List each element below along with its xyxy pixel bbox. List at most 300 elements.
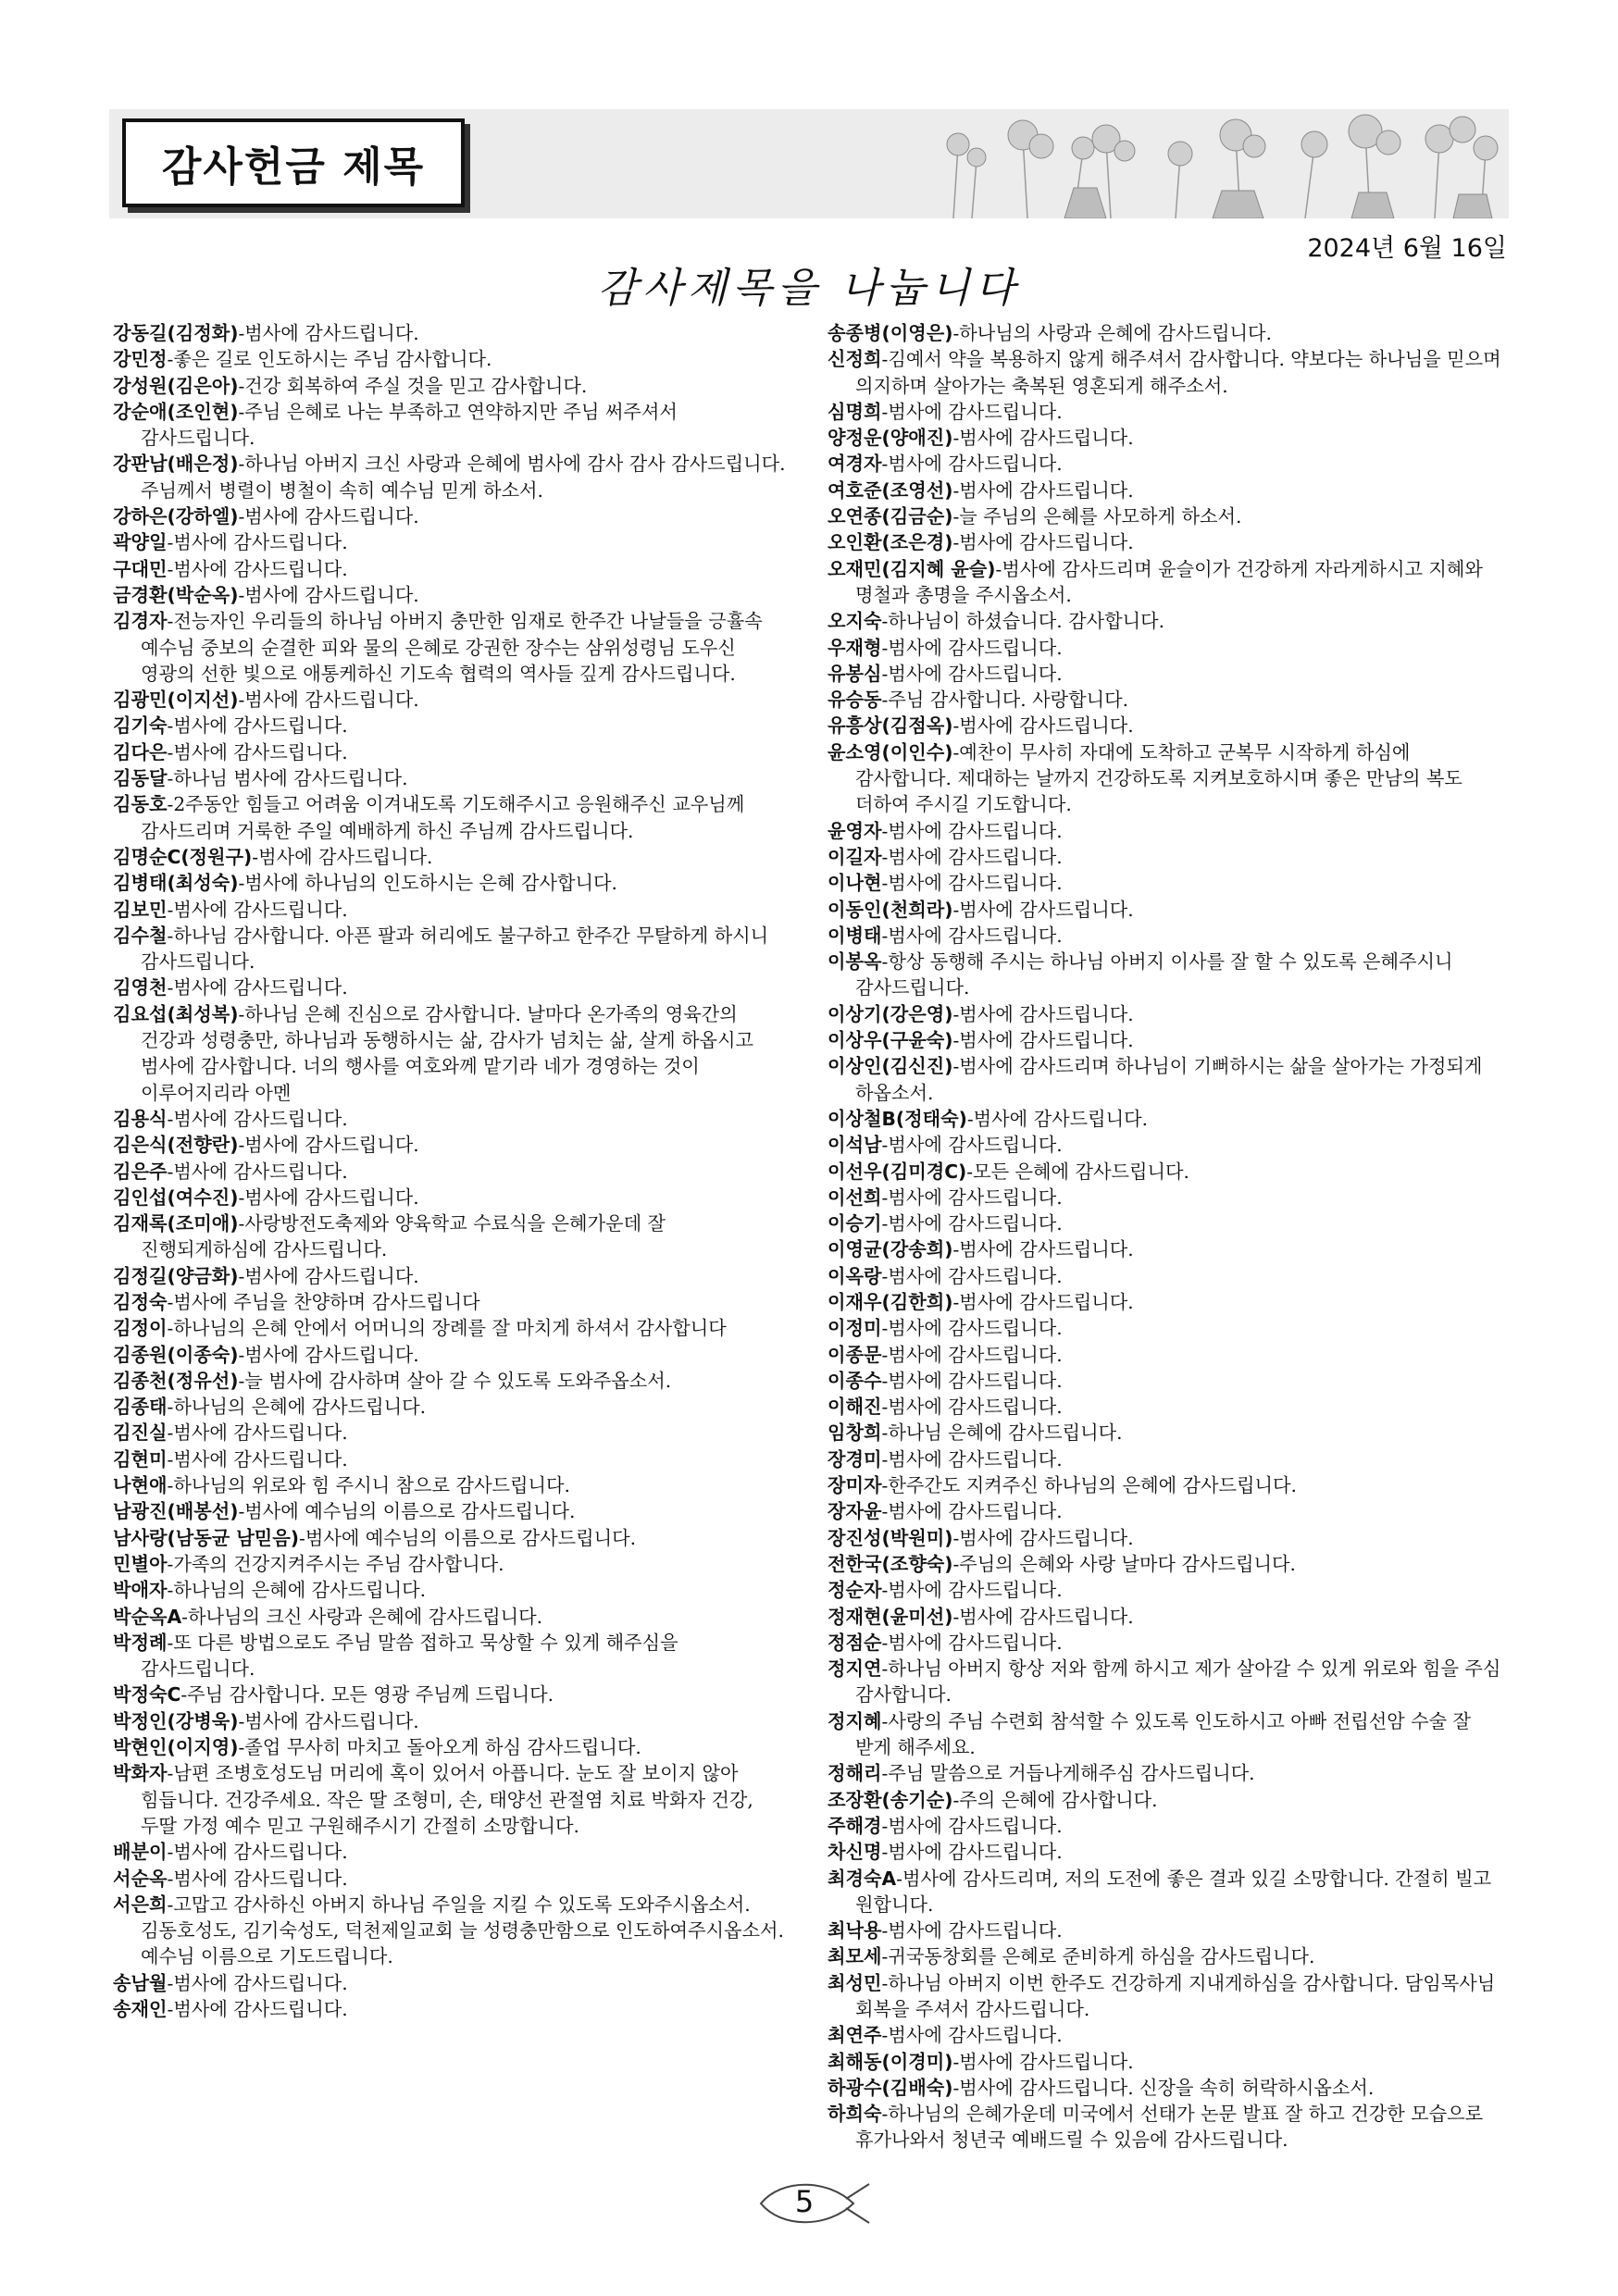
donor-name: 김광민(이지선) <box>113 689 239 712</box>
donor-name: 김정이 <box>113 1317 168 1340</box>
donor-name: 임창희 <box>828 1421 882 1445</box>
donor-name: 이재우(김한희) <box>828 1290 953 1313</box>
flower-illustration <box>935 109 1509 218</box>
thanks-text: -범사에 감사드립니다. <box>952 478 1134 502</box>
thanks-entry <box>828 844 1501 870</box>
thanks-entry <box>828 2075 1501 2101</box>
thanks-entry <box>113 713 789 738</box>
donor-name: 하희숙 <box>828 2103 882 2126</box>
thanks-entry <box>828 1970 1501 2023</box>
thanks-text: -범사에 감사드립니다. <box>881 1579 1063 1602</box>
donor-name: 곽양일 <box>113 531 168 554</box>
donor-name: 윤소영(이인수) <box>828 740 953 763</box>
thanks-text: -범사에 감사드립니다. <box>167 898 348 921</box>
thanks-text: -사랑방전도축제와 양육학교 수료식을 은혜가운데 잘 진행되게하심에 감사드립니다. <box>141 1212 666 1261</box>
donor-name: 정지연 <box>828 1657 882 1681</box>
thanks-entry <box>113 739 789 765</box>
donor-name: 김동달 <box>113 767 168 790</box>
thanks-entry <box>113 791 789 844</box>
donor-name: 김명순C(정원구) <box>113 845 253 868</box>
thanks-entry <box>828 1289 1501 1315</box>
thanks-entry <box>113 608 789 687</box>
thanks-entry <box>828 1210 1501 1236</box>
thanks-text: -범사에 감사드립니다. <box>966 1107 1149 1130</box>
thanks-entry <box>828 687 1501 713</box>
thanks-entry <box>828 1917 1501 1943</box>
donor-name: 이상우(구윤숙) <box>828 1029 953 1052</box>
thanks-entry <box>828 1943 1501 1969</box>
thanks-entry <box>113 529 789 555</box>
thanks-entry <box>828 1839 1501 1865</box>
thanks-text: -하나님의 위로와 힘 주시니 참으로 감사드립니다. <box>167 1474 570 1497</box>
donor-name: 김요섭(최성복) <box>113 1002 239 1025</box>
thanks-text: -범사에 감사드립니다. <box>167 1107 348 1130</box>
donor-name: 여호준(조영선) <box>828 478 953 502</box>
thanks-entry <box>113 1839 789 1865</box>
donor-name: 이종수 <box>828 1369 882 1392</box>
thanks-entry <box>113 503 789 529</box>
donor-name: 오연종(김금순) <box>828 505 953 528</box>
donor-name: 구대민 <box>113 557 168 580</box>
donor-name: 송종병(이영은) <box>828 322 953 344</box>
thanks-text: -범사에 감사드립니다. <box>952 1290 1134 1313</box>
thanks-text: -범사에 감사드립니다. <box>881 819 1063 842</box>
thanks-text: -하나님의 은혜가운데 미국에서 선태가 논문 발표 잘 하고 건강한 모습으로 휴가나와서 청년국 예배드릴 수 있음에 감사드립니다. <box>855 2103 1484 2152</box>
thanks-text: -하나님의 사랑과 은혜에 감사드립니다. <box>952 322 1272 344</box>
donor-name: 민별아 <box>113 1552 168 1575</box>
thanks-text: -범사에 주님을 찬양하며 감사드립니다 <box>167 1290 480 1313</box>
donor-name: 유흥상(김점옥) <box>828 714 953 738</box>
thanks-entry <box>828 1263 1501 1289</box>
page-number: 5 <box>794 2184 815 2219</box>
donor-name: 장경미 <box>828 1447 882 1471</box>
thanks-text: -범사에 감사드립니다. <box>881 1185 1063 1209</box>
thanks-text: -범사에 감사드립니다. <box>952 531 1134 554</box>
thanks-entry <box>828 320 1501 346</box>
thanks-entry <box>113 1394 789 1420</box>
thanks-text: -범사에 감사드립니다. <box>881 872 1063 895</box>
donor-name: 김은주 <box>113 1160 168 1183</box>
thanks-text: -주님 은혜로 나는 부족하고 연약하지만 주님 써주셔서 감사드립니다. <box>141 400 678 450</box>
donor-name: 김현미 <box>113 1447 168 1471</box>
donor-name: 여경자 <box>828 453 882 476</box>
donor-name: 이나현 <box>828 872 882 895</box>
thanks-entry <box>828 1708 1501 1761</box>
donor-name: 강성원(김은아) <box>113 374 239 397</box>
thanks-entry <box>828 1630 1501 1656</box>
thanks-entry <box>113 1420 789 1446</box>
thanks-entry <box>113 687 789 713</box>
thanks-text: -주님 감사합니다. 사랑합니다. <box>881 689 1129 712</box>
thanks-text: -가족의 건강지켜주시는 주님 감사합니다. <box>167 1552 504 1575</box>
thanks-text: -범사에 감사드립니다. <box>881 400 1063 423</box>
left-column <box>113 320 789 2022</box>
thanks-entry <box>113 1001 789 1106</box>
thanks-text: -범사에 감사드립니다. <box>167 1447 348 1471</box>
thanks-text: -범사에 감사드립니다. <box>167 1867 348 1890</box>
thanks-text: -범사에 감사드리며, 저의 도전에 좋은 결과 있길 소망합니다. 간절히 빌고 원합니다. <box>855 1867 1492 1916</box>
donor-name: 송재인 <box>113 1998 168 2020</box>
thanks-entry <box>828 2022 1501 2048</box>
thanks-text: -범사에 감사드립니다. <box>238 583 419 606</box>
donor-name: 서순옥 <box>113 1867 168 1890</box>
thanks-text: -또 다른 방법으로도 주님 말씀 접하고 묵상할 수 있게 해주심을 감사드립니다. <box>141 1631 678 1681</box>
thanks-text: -김예서 약을 복용하지 않게 해주셔서 감사합니다. 약보다는 하나님을 믿으며 의지하며 살아가는 축복된 영혼되게 해주소서. <box>855 348 1501 397</box>
thanks-entry <box>828 1472 1501 1498</box>
thanks-text: -귀국동창회를 은혜로 준비하게 하심을 감사드립니다. <box>881 1945 1315 1968</box>
thanks-entry <box>113 1996 789 2022</box>
donor-name: 신정희 <box>828 348 882 371</box>
thanks-text: -범사에 감사드립니다. <box>881 1369 1063 1392</box>
thanks-text: -범사에 감사드리며 윤슬이가 건강하게 자라게하시고 지혜와 명철과 총명을 주시옵소서. <box>855 557 1483 606</box>
thanks-text: -늘 주님의 은혜를 사모하게 하소서. <box>952 505 1242 528</box>
thanks-text: -예찬이 무사히 자대에 도착하고 군복무 시작하게 하심에 감사합니다. 제대하는 날까지 건강하도록 지켜보호하시며 좋은 만남의 복도 더하여 주시길 기도합니다. <box>855 740 1462 816</box>
thanks-text: -범사에 감사드립니다. <box>881 1317 1063 1340</box>
thanks-text: -범사에 감사드립니다. <box>238 689 419 712</box>
donor-name: 김경자 <box>113 610 168 633</box>
title-box <box>122 118 465 207</box>
thanks-entry <box>113 1185 789 1210</box>
thanks-text: -항상 동행해 주시는 하나님 아버지 이사를 잘 할 수 있도록 은혜주시니 감사드립니다. <box>855 950 1453 999</box>
thanks-text: -범사에 감사드립니다. <box>881 1500 1063 1523</box>
page-title: 감사헌금 제목 <box>161 143 426 191</box>
thanks-entry <box>113 1106 789 1132</box>
thanks-entry <box>113 1577 789 1603</box>
thanks-entry <box>828 1342 1501 1368</box>
thanks-entry <box>828 1866 1501 1918</box>
thanks-text: -범사에 감사드립니다. <box>952 1002 1134 1025</box>
thanks-text: -범사에 감사드립니다. <box>238 505 419 528</box>
donor-name: 오지숙 <box>828 610 882 633</box>
thanks-text: -범사에 감사드립니다. <box>881 1343 1063 1366</box>
thanks-entry <box>828 478 1501 503</box>
donor-name: 최모세 <box>828 1945 882 1968</box>
donor-name: 김용식 <box>113 1107 168 1130</box>
thanks-text: -범사에 감사드립니다. <box>881 453 1063 476</box>
donor-name: 금경환(박순옥) <box>113 583 239 606</box>
thanks-entry <box>113 897 789 923</box>
thanks-entry <box>113 1760 789 1839</box>
donor-name: 강순애(조인현) <box>113 400 239 423</box>
donor-name: 남광진(배봉선) <box>113 1500 239 1523</box>
thanks-entry <box>828 1236 1501 1262</box>
donor-name: 박정인(강병욱) <box>113 1709 239 1732</box>
thanks-text: -범사에 감사드립니다. <box>238 1264 419 1287</box>
thanks-text: -하나님 감사합니다. 아픈 팔과 허리에도 불구하고 한주간 무탈하게 하시니 감사드립니다. <box>141 924 769 974</box>
donor-name: 나현애 <box>113 1474 168 1497</box>
thanks-entry <box>828 608 1501 634</box>
thanks-entry <box>828 1053 1501 1106</box>
donor-name: 김정숙 <box>113 1290 168 1313</box>
donor-name: 이선우(김미경C) <box>828 1160 967 1183</box>
thanks-entry <box>828 635 1501 661</box>
donor-name: 이상철B(정태숙) <box>828 1107 967 1130</box>
donor-name: 배분이 <box>113 1841 168 1864</box>
thanks-entry <box>828 1577 1501 1603</box>
thanks-entry <box>113 399 789 452</box>
donor-name: 이상기(강은영) <box>828 1002 953 1025</box>
donor-name: 유승동 <box>828 689 882 712</box>
thanks-entry <box>113 1892 789 1970</box>
thanks-entry <box>828 739 1501 818</box>
thanks-entry <box>828 346 1501 399</box>
thanks-entry <box>113 1315 789 1341</box>
thanks-entry <box>113 974 789 1000</box>
donor-name: 이길자 <box>828 845 882 868</box>
thanks-text: -범사에 하나님의 인도하시는 은혜 감사합니다. <box>238 872 617 895</box>
donor-name: 김다은 <box>113 740 168 763</box>
thanks-text: -주님의 은혜와 사랑 날마다 감사드립니다. <box>952 1552 1296 1575</box>
thanks-text: -범사에 감사드립니다. <box>238 1134 419 1157</box>
thanks-text: -범사에 감사드립니다. <box>167 740 348 763</box>
thanks-text: -범사에 감사드립니다. <box>952 1605 1134 1628</box>
thanks-text: -범사에 감사드립니다. <box>952 1029 1134 1052</box>
thanks-entry <box>828 1027 1501 1053</box>
thanks-text: -하나님 아버지 크신 사랑과 은혜에 범사에 감사 감사 감사드립니다. 주님께서 병렬이 병철이 속히 예수님 믿게 하소서. <box>141 453 786 502</box>
thanks-entry <box>828 1813 1501 1839</box>
donor-name: 심명희 <box>828 400 882 423</box>
thanks-text: -하나님의 은혜에 감사드립니다. <box>167 1396 427 1419</box>
page-footer <box>753 2171 874 2236</box>
thanks-entry <box>113 1132 789 1158</box>
donor-name: 양정운(양애진) <box>828 427 953 450</box>
donor-name: 김동호 <box>113 793 168 816</box>
donor-name: 정점순 <box>828 1631 882 1654</box>
thanks-text: -범사에 감사드립니다. <box>881 1447 1063 1471</box>
thanks-text: -한주간도 지켜주신 하나님의 은혜에 감사드립니다. <box>881 1474 1297 1497</box>
thanks-text: -범사에 감사드립니다. <box>881 2024 1063 2047</box>
thanks-text: -하나님의 크신 사랑과 은혜에 감사드립니다. <box>181 1605 543 1628</box>
donor-name: 박화자 <box>113 1762 168 1785</box>
donor-name: 조장환(송기순) <box>828 1788 953 1811</box>
donor-name: 정지혜 <box>828 1709 882 1732</box>
donor-name: 이영균(강송희) <box>828 1238 953 1261</box>
thanks-text: -범사에 감사드립니다. <box>881 845 1063 868</box>
thanks-entry <box>113 1866 789 1892</box>
thanks-text: -범사에 감사드립니다. <box>952 427 1134 450</box>
donor-name: 이정미 <box>828 1317 882 1340</box>
thanks-text: -범사에 감사드립니다. <box>167 531 348 554</box>
donor-name: 이옥랑 <box>828 1264 882 1287</box>
thanks-text: -범사에 감사드립니다. <box>952 1238 1134 1261</box>
thanks-entry <box>828 1368 1501 1394</box>
thanks-text: -전능자인 우리들의 하나님 아버지 충만한 임재로 한주간 나날들을 긍휼속 예수님 중보의 순결한 피와 물의 은혜로 강권한 장수는 삼위성령님 도우신 영광의 선한 빛으로 애통케하신 기도속 협력의 역사들 깊게 감사드립니다. <box>141 610 763 685</box>
thanks-entry <box>828 1132 1501 1158</box>
thanks-entry <box>113 1682 789 1707</box>
thanks-entry <box>113 1472 789 1498</box>
thanks-entry <box>828 1394 1501 1420</box>
thanks-text: -범사에 감사드립니다. <box>238 1185 419 1209</box>
thanks-entry <box>113 1263 789 1289</box>
thanks-entry <box>828 1551 1501 1577</box>
thanks-entry <box>113 844 789 870</box>
donor-name: 김기숙 <box>113 714 168 738</box>
donor-name: 전한국(조향숙) <box>828 1552 953 1575</box>
thanks-entry <box>113 765 789 791</box>
thanks-text: -하나님 은혜에 감사드립니다. <box>881 1421 1123 1445</box>
donor-name: 이해진 <box>828 1396 882 1419</box>
thanks-text: -범사에 감사드립니다. <box>881 1841 1063 1864</box>
donor-name: 김병태(최성숙) <box>113 872 239 895</box>
donor-name: 정순자 <box>828 1579 882 1602</box>
thanks-entry <box>828 556 1501 609</box>
thanks-entry <box>828 1446 1501 1472</box>
thanks-entry <box>828 923 1501 949</box>
donor-name: 김은식(전향란) <box>113 1134 239 1157</box>
donor-name: 정재현(윤미선) <box>828 1605 953 1628</box>
donor-name: 차신명 <box>828 1841 882 1864</box>
thanks-entry <box>113 320 789 346</box>
thanks-entry <box>828 1760 1501 1786</box>
thanks-text: -주의 은혜에 감사합니다. <box>952 1788 1158 1811</box>
donor-name: 강민정 <box>113 348 168 371</box>
thanks-text: -2주동안 힘들고 어려움 이겨내도록 기도해주시고 응원해주신 교우님께 감사드리며 거룩한 주일 예배하게 하신 주님께 감사드립니다. <box>141 793 745 842</box>
donor-name: 최경숙A <box>828 1867 897 1890</box>
thanks-entry <box>828 1420 1501 1446</box>
donor-name: 박순옥A <box>113 1605 182 1628</box>
thanks-text: -하나님 아버지 이번 한주도 건강하게 지내게하심을 감사합니다. 담임목사님 회복을 주셔서 감사드립니다. <box>855 1971 1496 2020</box>
thanks-entry <box>828 1656 1501 1708</box>
donor-name: 김종원(이종숙) <box>113 1343 239 1366</box>
thanks-text: -범사에 감사드립니다. <box>881 924 1063 947</box>
thanks-entry <box>113 1970 789 1996</box>
header-banner <box>109 109 1509 218</box>
donor-name: 강하은(강하엘) <box>113 505 239 528</box>
thanks-entry <box>828 1787 1501 1813</box>
thanks-text: -모든 은혜에 감사드립니다. <box>966 1160 1189 1183</box>
donor-name: 강판남(배은정) <box>113 453 239 476</box>
thanks-entry <box>113 582 789 608</box>
thanks-entry <box>828 1001 1501 1027</box>
thanks-entry <box>113 1498 789 1524</box>
donor-name: 박정례 <box>113 1631 168 1654</box>
donor-name: 이상인(김신진) <box>828 1055 953 1078</box>
donor-name: 박애자 <box>113 1579 168 1602</box>
donor-name: 이종문 <box>828 1343 882 1366</box>
thanks-text: -하나님 은혜 진심으로 감사합니다. 날마다 온가족의 영육간의 건강과 성령충만, 하나님과 동행하시는 삶, 감사가 넘치는 삶, 살게 하옵시고 범사에 감사합니다. 너의 행사를 여호와께 맡기라 네가 경영하는 것이 이루어지리라 아멘 <box>141 1002 754 1104</box>
thanks-entry <box>828 2049 1501 2075</box>
donor-name: 최성민 <box>828 1971 882 1994</box>
thanks-text: -범사에 감사드립니다. <box>167 1421 348 1445</box>
donor-name: 송남월 <box>113 1971 168 1994</box>
donor-name: 이병태 <box>828 924 882 947</box>
thanks-text: -범사에 감사드립니다. <box>952 2050 1134 2073</box>
thanks-entry <box>828 1525 1501 1551</box>
donor-name: 윤영자 <box>828 819 882 842</box>
thanks-text: -늘 범사에 감사하며 살아 갈 수 있도록 도와주옵소서. <box>238 1369 672 1392</box>
thanks-text: -범사에 감사드립니다. <box>952 898 1134 921</box>
thanks-entry <box>113 1734 789 1760</box>
donor-name: 이석남 <box>828 1134 882 1157</box>
thanks-text: -하나님이 하셨습니다. 감사합니다. <box>881 610 1165 633</box>
right-column <box>828 320 1501 2153</box>
thanks-entry <box>113 870 789 896</box>
donor-name: 주해경 <box>828 1814 882 1837</box>
thanks-text: -하나님의 은혜 안에서 어머니의 장례를 잘 마치게 하셔서 감사합니다 <box>167 1317 727 1340</box>
donor-name: 박현인(이지영) <box>113 1736 239 1759</box>
thanks-entry <box>113 1551 789 1577</box>
thanks-text: -범사에 감사드립니다. <box>238 1343 419 1366</box>
thanks-entry <box>113 1210 789 1263</box>
thanks-text: -범사에 감사드립니다. <box>881 1134 1063 1157</box>
thanks-entry <box>828 1315 1501 1341</box>
thanks-text: -남편 조병호성도님 머리에 혹이 있어서 아픕니다. 눈도 잘 보이지 않아 힘듭니다. 건강주세요. 작은 딸 조형미, 손, 태양선 관절염 치료 박화자 건강, 두딸 가정 예수 믿고 구원해주시기 간절히 소망합니다. <box>141 1762 753 1837</box>
donor-name: 김재록(조미애) <box>113 1212 239 1235</box>
donor-name: 김보민 <box>113 898 168 921</box>
donor-name: 김인섭(여수진) <box>113 1185 239 1209</box>
thanks-entry <box>828 897 1501 923</box>
thanks-entry <box>113 1159 789 1185</box>
thanks-entry <box>828 1185 1501 1210</box>
thanks-text: -범사에 감사드립니다. <box>881 1264 1063 1287</box>
thanks-entry <box>828 399 1501 425</box>
donor-name: 유봉심 <box>828 662 882 685</box>
thanks-text: -범사에 감사드립니다. <box>252 845 433 868</box>
thanks-entry <box>828 818 1501 844</box>
donor-name: 장자윤 <box>828 1500 882 1523</box>
thanks-text: -범사에 감사드립니다. <box>952 714 1134 738</box>
thanks-entry <box>113 1708 789 1734</box>
thanks-text: -하나님 범사에 감사드립니다. <box>167 767 408 790</box>
thanks-entry <box>828 949 1501 1001</box>
thanks-entry <box>828 503 1501 529</box>
donor-name: 박정숙C <box>113 1683 181 1706</box>
thanks-entry <box>828 425 1501 451</box>
thanks-entry <box>113 556 789 582</box>
thanks-text: -사랑의 주님 수련회 참석할 수 있도록 인도하시고 아빠 전립선암 수술 잘 받게 해주세요. <box>855 1709 1472 1759</box>
donor-name: 하광수(김배숙) <box>828 2076 953 2099</box>
thanks-text: -범사에 감사드립니다. <box>881 1396 1063 1419</box>
donor-name: 최낙용 <box>828 1919 882 1942</box>
thanks-entry <box>113 1525 789 1551</box>
donor-name: 최해동(이경미) <box>828 2050 953 2073</box>
thanks-entry <box>113 1289 789 1315</box>
donor-name: 김영천 <box>113 976 168 999</box>
donor-name: 김진실 <box>113 1421 168 1445</box>
thanks-text: -범사에 감사드립니다. <box>167 1998 348 2020</box>
thanks-text: -범사에 감사드립니다. <box>881 1631 1063 1654</box>
thanks-entry <box>828 1498 1501 1524</box>
thanks-entry <box>113 1604 789 1630</box>
thanks-text: -범사에 감사드립니다. <box>167 1841 348 1864</box>
thanks-text: -하나님의 은혜에 감사드립니다. <box>167 1579 427 1602</box>
thanks-entry <box>113 1368 789 1394</box>
donor-name: 남사랑(남동균 남믿음) <box>113 1526 299 1549</box>
thanks-text: -범사에 예수님의 이름으로 감사드립니다. <box>299 1526 637 1549</box>
thanks-entry <box>828 1604 1501 1630</box>
donor-name: 김수철 <box>113 924 168 947</box>
thanks-entry <box>828 2101 1501 2153</box>
donor-name: 강동길(김정화) <box>113 322 239 344</box>
thanks-text: -하나님 아버지 항상 저와 함께 하시고 제가 살아갈 수 있게 위로와 힘을 주심 감사합니다. <box>855 1657 1501 1706</box>
thanks-entry <box>828 1159 1501 1185</box>
thanks-text: -범사에 감사드립니다. <box>881 1919 1063 1942</box>
donor-name: 김종태 <box>113 1396 168 1419</box>
section-subtitle: 감사제목을 나눕니다 <box>597 265 1021 312</box>
thanks-entry <box>113 923 789 975</box>
thanks-entry <box>828 529 1501 555</box>
thanks-entry <box>113 451 789 503</box>
thanks-text: -범사에 감사드립니다. <box>167 1971 348 1994</box>
thanks-entry <box>113 1342 789 1368</box>
donor-name: 오재민(김지혜 윤슬) <box>828 557 996 580</box>
thanks-text: -범사에 감사드립니다. <box>952 1526 1134 1549</box>
donor-name: 우재형 <box>828 636 882 659</box>
issue-date: 2024년 6월 16일 <box>1307 234 1507 263</box>
thanks-text: -범사에 예수님의 이름으로 감사드립니다. <box>238 1500 576 1523</box>
thanks-text: -범사에 감사드립니다. <box>238 322 419 344</box>
thanks-text: -고맙고 감사하신 아버지 하나님 주일을 지킬 수 있도록 도와주시옵소서. 김동호성도, 김기숙성도, 덕천제일교회 늘 성령충만함으로 인도하여주시옵소서. 예수님 이름으로 기도드립니다. <box>141 1893 784 1968</box>
